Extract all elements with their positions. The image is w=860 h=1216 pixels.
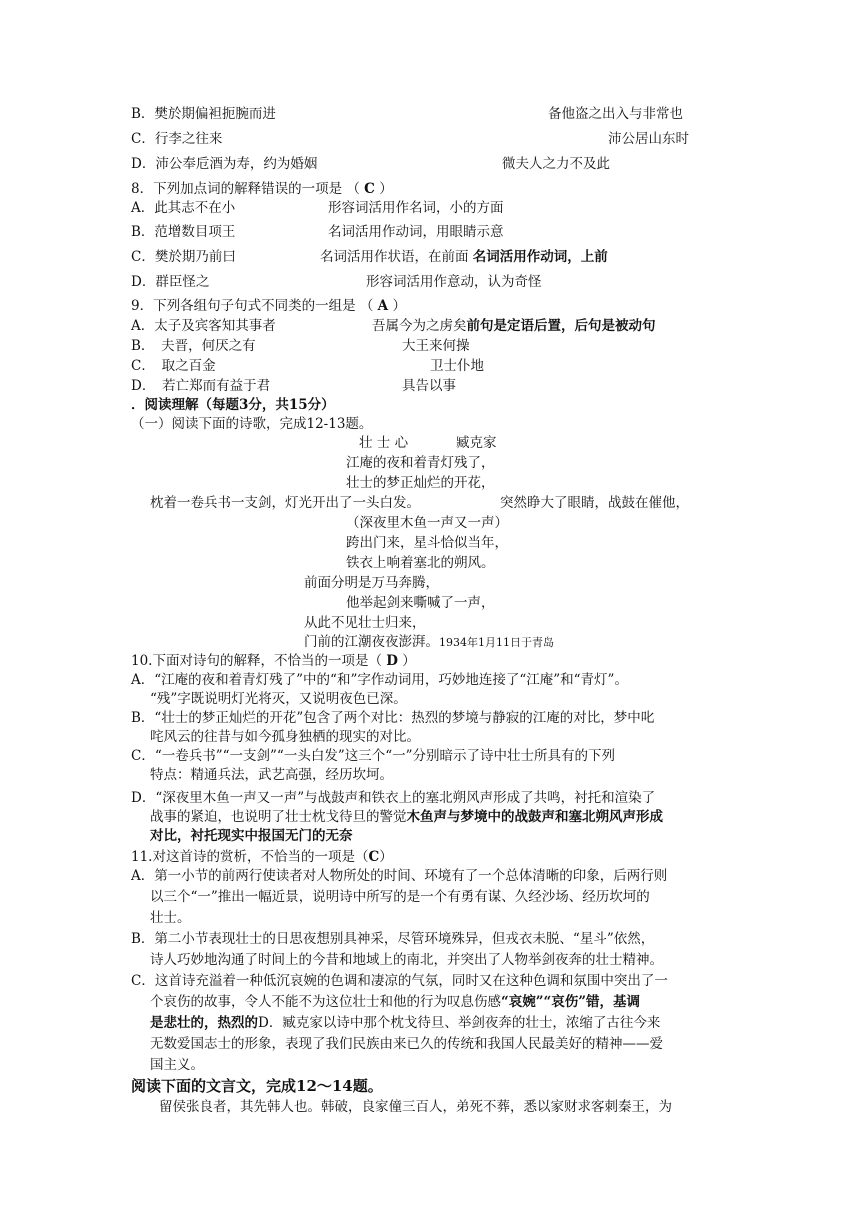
q9-stem (131, 297, 406, 315)
q8-answer: C (364, 181, 375, 197)
q9-option-d-right: 具告以事 (402, 378, 456, 394)
q8-option-d-right: 形容词活用作意动，认为奇怪 (366, 274, 542, 290)
q10-option-b-cont: 咤风云的往昔与如今孤身独栖的现实的对比。 (150, 729, 420, 745)
q7-option-d-left: D．沛公奉卮酒为寿，约为婚姻 (131, 156, 318, 172)
q11-stem (131, 848, 393, 866)
q8-option-b-left: B．范增数目项王 (131, 224, 236, 240)
poem-line: 江庵的夜和着青灯残了， (346, 455, 495, 471)
q7-option-d-right: 微夫人之力不及此 (502, 156, 610, 172)
q9-close: ） (388, 298, 406, 314)
q10-option-b: B．“壮士的梦正灿烂的开花”包含了两个对比：热烈的梦境与静寂的江庵的对比，梦中叱 (131, 710, 655, 726)
q8-option-c-left: C．樊於期乃前曰 (131, 249, 236, 265)
poem-line: 壮士的梦正灿烂的开花， (346, 475, 495, 491)
q11-stem-text: 11.对这首诗的赏析，不恰当的一项是（ (131, 849, 369, 865)
q10-close: ） (397, 653, 416, 669)
poem-line: 跨出门来，星斗恰似当年， (346, 535, 508, 551)
reading-title: 阅读下面的文言文，完成12～14题。 (131, 1077, 383, 1095)
q11-close: ） (379, 849, 393, 865)
q11-option-a-cont: 壮士。 (150, 910, 191, 926)
poem-author: 臧克家 (456, 435, 497, 451)
q11-option-b-cont: 诗人巧妙地沟通了时间上的今昔和地域上的南北，并突出了人物举剑夜奔的壮士精神。 (150, 952, 663, 968)
poem-line: 前面分明是万马奔腾， (304, 575, 439, 591)
poem-line: 从此不见壮士归来， (304, 615, 426, 631)
q9-answer: A (377, 298, 389, 314)
poem-line: 门前的江潮夜夜澎湃。 (304, 634, 439, 650)
q11-option-d-cont: 国主义。 (150, 1057, 204, 1073)
q8-option-c-explain: 名词活用作状语，在前面 (320, 249, 469, 265)
poem-line: 枕着一卷兵书一支剑，灯光开出了一头白发。 (150, 495, 420, 511)
q9-option-d-left: D． 若亡郑而有益于君 (131, 378, 271, 394)
q8-option-d-left: D．群臣怪之 (131, 274, 210, 290)
q10-option-d-text: 战事的紧迫，也说明了壮士枕戈待旦的警觉 (150, 809, 407, 825)
q10-option-c: C．“一卷兵书”“一支剑”“一头白发”这三个“一”分别暗示了诗中壮士所具有的下列 (131, 748, 616, 764)
q10-option-d-note: 木鱼声与梦境中的战鼓声和塞北朔风声形成 (406, 809, 663, 825)
q11-option-c-note-cont: 是悲壮的，热烈的 (150, 1015, 258, 1031)
q11-option-d-text: D．臧克家以诗中那个枕戈待旦、举剑夜奔的壮士，浓缩了古往今来 (258, 1015, 661, 1031)
q11-option-c-note: “哀婉”“哀伤”错，基调 (501, 994, 641, 1010)
poem-date: 1934年1月11日于青岛 (439, 636, 554, 649)
q11-option-b: B．第二小节表现壮士的日思夜想别具神采，尽管环境殊异，但戎衣未脱、“星斗”依然， (131, 931, 655, 947)
poem-line: 突然睁大了眼睛，战鼓在催他， (500, 495, 689, 511)
q9-option-a-sentence: 吾属今为之虏矣 (372, 318, 467, 334)
q11-option-c: C．这首诗充溢着一种低沉哀婉的色调和凄凉的气氛，同时又在这种色调和氛围中突出了一 (131, 973, 668, 989)
q9-option-c-left: C． 取之百金 (131, 358, 216, 374)
q9-option-a-left: A．太子及宾客知其事者 (131, 318, 276, 334)
q7-option-c-left: C．行李之往来 (131, 131, 223, 147)
q11-option-c-cont (150, 993, 640, 1011)
q8-stem (131, 180, 393, 198)
q10-answer: D (386, 653, 398, 669)
q9-option-b-left: B． 夫晋，何厌之有 (131, 338, 256, 354)
q8-stem-text: 8．下列加点词的解释错误的一项是 （ (131, 181, 365, 197)
q10-stem-text: 10.下面对诗句的解释，不恰当的一项是（ (131, 653, 387, 669)
reading-paragraph: 留侯张良者，其先韩人也。韩破，良家僮三百人，弟死不葬，悉以家财求客刺秦王，为 (159, 1099, 672, 1115)
q11-option-a: A．第一小节的前两行使读者对人物所处的时间、环境有了一个总体清晰的印象，后两行则 (131, 868, 668, 884)
q10-option-a-cont: “残”字既说明灯光将灭，又说明夜色已深。 (150, 691, 407, 707)
poem-last-line (304, 633, 554, 652)
poem-title: 壮 士 心 (359, 435, 409, 451)
poem-line: （深夜里木鱼一声又一声） (346, 515, 508, 531)
q11-option-a-cont: 以三个“一”推出一幅近景，说明诗中所写的是一个有勇有谋、久经沙场、经历坎坷的 (150, 889, 650, 905)
section-intro: （一）阅读下面的诗歌，完成12-13题。 (131, 416, 373, 432)
q7-option-b-left: B．樊於期偏袒扼腕而进 (131, 106, 276, 122)
q9-option-c-right: 卫士仆地 (430, 358, 484, 374)
q7-option-c-right: 沛公居山东时 (608, 131, 689, 147)
q11-option-c-text: 个哀伤的故事，令人不能不为这位壮士和他的行为叹息伤感 (150, 994, 501, 1010)
q8-option-b-right: 名词活用作动词，用眼睛示意 (328, 224, 504, 240)
q10-option-d: D．“深夜里木鱼一声又一声”与战鼓声和铁衣上的塞北朔风声形成了共鸣，衬托和渲染了 (131, 790, 656, 806)
q9-option-b-right: 大王来何操 (402, 338, 470, 354)
q8-option-a-left: A．此其志不在小 (131, 200, 236, 216)
q10-option-d-cont (150, 808, 663, 826)
q8-option-c-note: 名词活用作动词，上前 (472, 249, 608, 265)
q8-close: ） (374, 181, 393, 197)
q11-answer: C (368, 849, 380, 865)
q10-option-c-cont: 特点：精通兵法，武艺高强，经历坎坷。 (150, 767, 393, 783)
q8-option-c-right (320, 248, 608, 266)
q9-stem-text: 9．下列各组句子句式不同类的一组是 （ (131, 298, 378, 314)
q7-option-b-right: 备他盗之出入与非常也 (548, 106, 683, 122)
q9-option-a-right (372, 317, 656, 335)
poem-line: 他举起剑来嘶喊了一声， (346, 595, 495, 611)
q10-stem (131, 652, 416, 670)
q11-option-c-cont (150, 1014, 660, 1032)
q8-option-a-right: 形容词活用作名词，小的方面 (328, 200, 504, 216)
q10-option-a: A．“江庵的夜和着青灯残了”中的“和”字作动词用，巧妙地连接了“江庵”和“青灯”。 (131, 672, 628, 688)
q10-option-d-note-cont: 对比，衬托现实中报国无门的无奈 (150, 828, 353, 844)
q11-option-d-cont: 无数爱国志士的形象，表现了我们民族由来已久的传统和我国人民最美好的精神——爱 (150, 1036, 663, 1052)
poem-line: 铁衣上响着塞北的朔风。 (346, 555, 495, 571)
section-title: ．阅读理解（每题3分，共15分） (131, 397, 335, 413)
q9-option-a-note: 前句是定语后置，后句是被动句 (466, 318, 656, 334)
